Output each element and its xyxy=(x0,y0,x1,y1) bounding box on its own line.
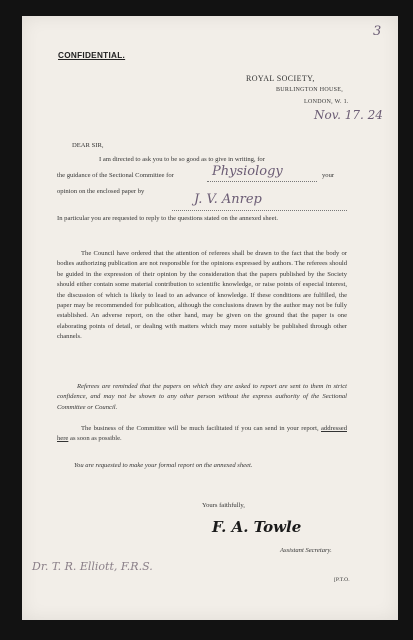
address-line-2: LONDON, W. 1. xyxy=(304,99,349,105)
confidential-heading: CONFIDENTIAL. xyxy=(58,51,126,60)
letter-page xyxy=(22,16,398,620)
salutation: DEAR SIR, xyxy=(72,142,104,149)
assistant-secretary-title: Assistant Secretary. xyxy=(280,547,332,554)
business-text-start: The business of the Committee will be much facilitated if you can send in your report, xyxy=(81,425,319,432)
confidentiality-paragraph: Referees are reminded that the papers on which they are asked to report are sent to them in strict confidence, and may not be shown to any other person without the express authority of the Sectional Committee or Council. xyxy=(57,383,347,411)
yours-faithfully: Yours faithfully, xyxy=(202,502,245,509)
formal-report-instruction: You are requested to make your formal report on the annexed sheet. xyxy=(74,462,253,469)
pto-mark: [P.T.O. xyxy=(334,577,350,583)
society-name: ROYAL SOCIETY, xyxy=(246,74,315,83)
request-line-2-end: your xyxy=(322,172,335,179)
request-line-3: opinion on the enclosed paper by xyxy=(57,188,145,195)
request-line-1: I am directed to ask you to be so good as to give in writing, for xyxy=(99,156,265,163)
author-blank xyxy=(172,210,347,211)
signature: F. A. Towle xyxy=(212,518,302,536)
page-corner-number: 3 xyxy=(373,24,382,39)
questions-paragraph: In particular you are requested to reply to the questions stated on the annexed sheet. xyxy=(57,215,279,222)
committee-name: Physiology xyxy=(212,164,283,179)
committee-blank xyxy=(207,181,317,182)
council-paragraph: The Council have ordered that the attention of referees shall be drawn to the fact that the body or bodies authorizing publication are not responsible for the opinions expressed by authors. The referees should be guided in the expression of their opinion by the consideration that the papers published by the Society should either contain some material contribution to scientific knowledge, or raise points of especial interest, the discussion of which is likely to lead to an advance of knowledge. If these conditions are fulfilled, the paper may be recommended for publication, although the conclusions drawn by the author may not be fully established. An adverse report, on the other hand, may be given on the ground that the paper is one elaborating points of detail, or dealing with matters which may more suitably be published through other channels. xyxy=(57,250,347,341)
letter-date: Nov. 17. 24 xyxy=(314,108,383,122)
business-paragraph xyxy=(57,424,347,445)
addressed-here-underlined: addressed here xyxy=(57,425,347,443)
address-line-1: BURLINGTON HOUSE, xyxy=(276,87,343,93)
business-text-end: as soon as possible. xyxy=(70,435,122,443)
addressee-name: Dr. T. R. Elliott, F.R.S. xyxy=(32,560,153,573)
paper-author: J. V. Anrep xyxy=(194,192,262,207)
request-line-2-start: the guidance of the Sectional Committee for xyxy=(57,172,174,179)
